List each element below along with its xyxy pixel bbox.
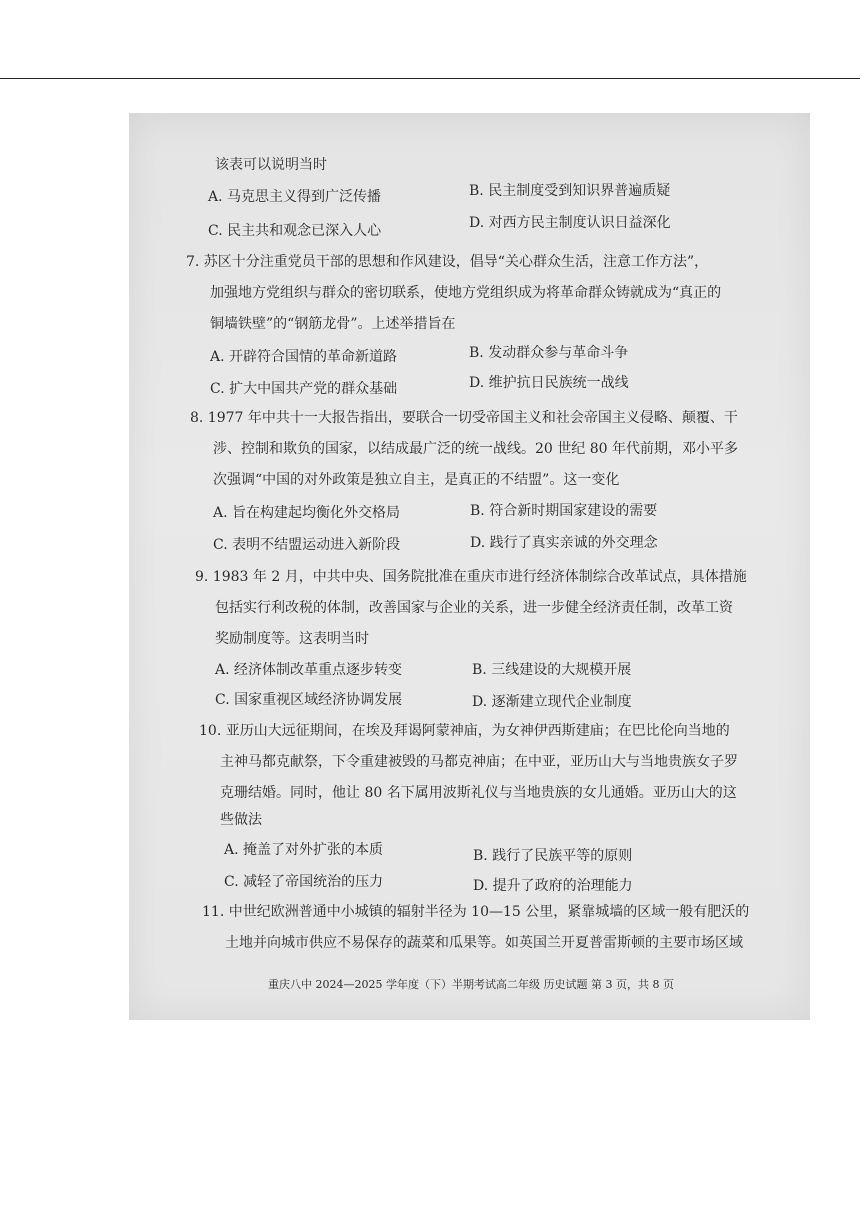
q10-stem-line-1: 10. 亚历山大远征期间，在埃及拜谒阿蒙神庙，为女神伊西斯建庙；在巴比伦向当地的: [199, 723, 730, 739]
q11-stem-line-1: 11. 中世纪欧洲普通中小城镇的辐射半径为 10—15 公里，紧靠城墙的区域一般有肥沃的: [202, 904, 750, 920]
q8-option-b: B. 符合新时期国家建设的需要: [470, 503, 658, 519]
q6-option-c: C. 民主共和观念已深入人心: [208, 223, 382, 239]
q9-stem-line-1: 9. 1983 年 2 月，中共中央、国务院批准在重庆市进行经济体制综合改革试点，具体措施: [195, 569, 747, 585]
q9-option-b: B. 三线建设的大规模开展: [472, 662, 632, 678]
q7-stem-line-1: 7. 苏区十分注重党员干部的思想和作风建设，倡导“关心群众生活，注意工作方法”，: [186, 254, 709, 270]
q8-option-d: D. 践行了真实亲诚的外交理念: [470, 535, 658, 551]
q7-option-d: D. 维护抗日民族统一战线: [469, 375, 629, 391]
q10-stem-line-2: 主神马都克献祭，下令重建被毁的马都克神庙；在中亚，亚历山大与当地贵族女子罗: [220, 754, 738, 770]
q8-stem-line-3: 次强调“中国的对外政策是独立自主，是真正的不结盟”。这一变化: [213, 472, 620, 488]
q10-option-a: A. 掩盖了对外扩张的本质: [224, 842, 384, 858]
q7-option-a: A. 开辟符合国情的革命新道路: [210, 349, 398, 365]
q10-option-c: C. 减轻了帝国统治的压力: [224, 874, 384, 890]
q10-option-b: B. 践行了民族平等的原则: [473, 848, 633, 864]
q10-option-d: D. 提升了政府的治理能力: [473, 878, 633, 894]
q8-stem-line-2: 涉、控制和欺负的国家，以结成最广泛的统一战线。20 世纪 80 年代前期，邓小平多: [213, 441, 738, 457]
q11-stem-line-2: 土地并向城市供应不易保存的蔬菜和瓜果等。如英国兰开夏普雷斯顿的主要市场区域: [225, 935, 743, 951]
q10-stem-line-4: 些做法: [220, 812, 262, 828]
q8-option-c: C. 表明不结盟运动进入新阶段: [213, 537, 401, 553]
q9-option-c: C. 国家重视区域经济协调发展: [215, 692, 403, 708]
q7-option-b: B. 发动群众参与革命斗争: [469, 345, 629, 361]
q6-option-d: D. 对西方民主制度认识日益深化: [469, 215, 671, 231]
q7-stem-line-2: 加强地方党组织与群众的密切联系，使地方党组织成为将革命群众铸就成为“真正的: [210, 285, 722, 301]
q9-stem-line-3: 奖励制度等。这表明当时: [215, 631, 369, 647]
q6-stem-tail: 该表可以说明当时: [215, 157, 327, 173]
q9-option-a: A. 经济体制改革重点逐步转变: [215, 662, 403, 678]
q6-option-a: A. 马克思主义得到广泛传播: [208, 189, 382, 205]
q7-option-c: C. 扩大中国共产党的群众基础: [210, 381, 398, 397]
q6-option-b: B. 民主制度受到知识界普遍质疑: [469, 183, 671, 199]
q8-option-a: A. 旨在构建起均衡化外交格局: [213, 505, 401, 521]
q9-option-d: D. 逐渐建立现代企业制度: [472, 694, 632, 710]
scanned-exam-page: [129, 113, 810, 1020]
page-footer: 重庆八中 2024—2025 学年度（下）半期考试高二年级 历史试题 第 3 页，共 8 页: [268, 978, 674, 991]
page-top-rule: [0, 78, 860, 79]
q7-stem-line-3: 铜墙铁壁”的“钢筋龙骨”。上述举措旨在: [210, 316, 456, 332]
q8-stem-line-1: 8. 1977 年中共十一大报告指出，要联合一切受帝国主义和社会帝国主义侵略、颠覆、干: [190, 410, 738, 426]
q10-stem-line-3: 克珊结婚。同时，他让 80 名下属用波斯礼仪与当地贵族的女儿通婚。亚历山大的这: [220, 785, 737, 801]
q9-stem-line-2: 包括实行利改税的体制，改善国家与企业的关系，进一步健全经济责任制，改革工资: [215, 600, 733, 616]
